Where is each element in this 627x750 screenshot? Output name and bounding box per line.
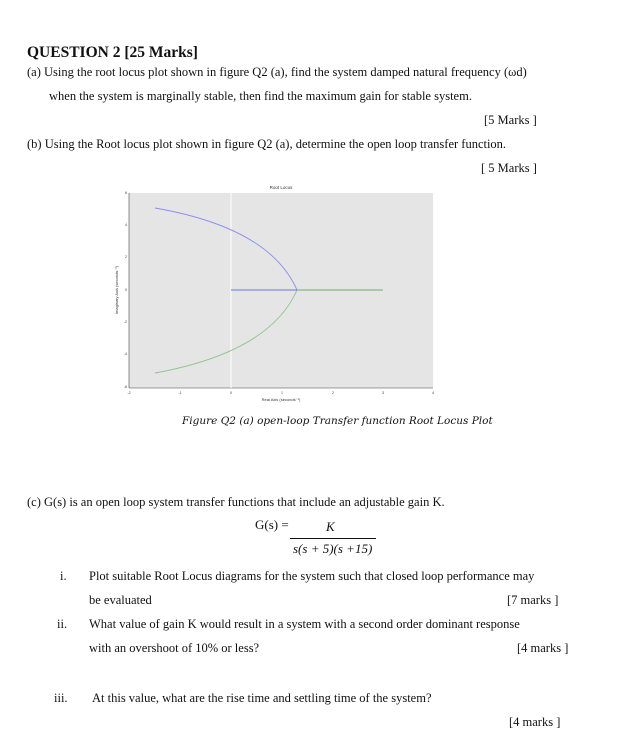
item-text: What value of gain K would result in a system with a second order dominant response xyxy=(89,617,520,631)
part-b-line1: (b) Using the Root locus plot shown in figure Q2 (a), determine the open loop transfer function. xyxy=(27,137,507,151)
formula-denominator: s(s + 5)(s +15) xyxy=(293,541,373,556)
figure-title: Root Locus xyxy=(269,185,293,190)
fraction-bar xyxy=(290,538,376,539)
x-tick-label: 4 xyxy=(432,391,434,395)
y-tick-label: 4 xyxy=(125,223,127,227)
x-tick-label: -2 xyxy=(127,391,131,395)
y-tick-label: -2 xyxy=(123,320,127,324)
x-tick-label: 0 xyxy=(230,391,232,395)
formula-lhs: G(s) = xyxy=(255,517,289,532)
y-tick-label: -6 xyxy=(123,385,127,389)
y-tick-label: 6 xyxy=(125,191,127,195)
item-text: be evaluated xyxy=(89,593,152,607)
x-tick-label: -1 xyxy=(178,391,182,395)
y-tick-label: 2 xyxy=(125,255,127,259)
part-a-line1: (a) Using the root locus plot shown in figure Q2 (a), find the system damped natural frequency (ωd) xyxy=(27,65,527,79)
plot-area xyxy=(129,193,433,388)
y-axis-label: Imaginary Axis (seconds⁻¹) xyxy=(114,265,119,315)
part-c-intro: (c) G(s) is an open loop system transfer functions that include an adjustable gain K. xyxy=(27,495,445,509)
y-tick-label: 0 xyxy=(125,288,127,292)
item-marks: [4 marks ] xyxy=(509,715,561,729)
item-text: with an overshoot of 10% or less? xyxy=(89,641,260,655)
y-tick-label: -4 xyxy=(123,352,127,356)
x-tick-label: 1 xyxy=(281,391,283,395)
figure-caption: Figure Q2 (a) open-loop Transfer function Root Locus Plot xyxy=(182,415,493,427)
x-tick-label: 3 xyxy=(382,391,384,395)
root-locus-figure xyxy=(110,180,440,410)
formula-numerator: K xyxy=(326,519,335,534)
x-axis-label: Real Axis (seconds⁻¹) xyxy=(261,397,301,402)
x-tick-label: 2 xyxy=(332,391,334,395)
item-text: Plot suitable Root Locus diagrams for the system such that closed loop performance may xyxy=(89,569,535,583)
item-text: At this value, what are the rise time and settling time of the system? xyxy=(92,691,432,705)
item-number: i. xyxy=(60,569,67,583)
part-a-line2: when the system is marginally stable, then find the maximum gain for stable system. xyxy=(49,89,472,103)
question-title: QUESTION 2 [25 Marks] xyxy=(27,44,198,61)
item-marks: [7 marks ] xyxy=(507,593,559,607)
item-number: ii. xyxy=(57,617,68,631)
item-number: iii. xyxy=(54,691,68,705)
item-marks: [4 marks ] xyxy=(517,641,569,655)
part-b-marks: [ 5 Marks ] xyxy=(481,161,537,175)
part-a-marks: [5 Marks ] xyxy=(484,113,537,127)
